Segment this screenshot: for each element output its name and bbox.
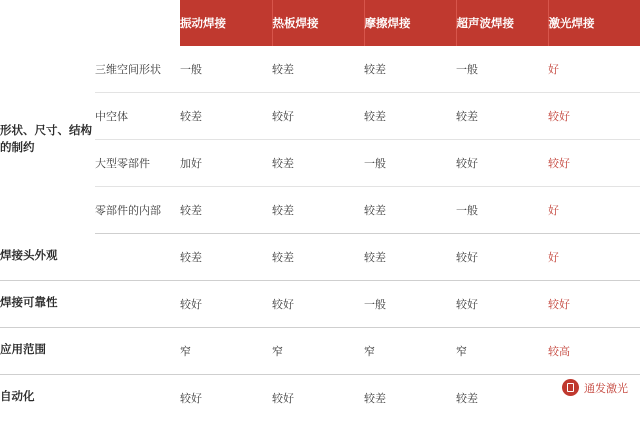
cell-hotplate: 较差 xyxy=(272,46,364,93)
table-row xyxy=(0,140,640,187)
row-sub-part-interior: 零部件的内部 xyxy=(95,187,180,234)
row-category-weld-appearance: 焊接头外观 xyxy=(0,234,180,281)
cell-hotplate: 较好 xyxy=(272,93,364,140)
table-row xyxy=(0,187,640,234)
table-row xyxy=(0,375,640,421)
table-header xyxy=(0,0,640,46)
row-sub-3d-shape: 三维空间形状 xyxy=(95,46,180,93)
cell-laser: 较好 xyxy=(548,93,640,140)
cell-vibration: 较好 xyxy=(180,281,272,328)
cell-ultrasonic: 较差 xyxy=(456,375,548,421)
row-sub-hollow-body: 中空体 xyxy=(95,93,180,140)
row-category-automation: 自动化 xyxy=(0,375,180,421)
header-cell-friction-welding: 摩擦焊接 xyxy=(364,0,456,46)
table-row xyxy=(0,281,640,328)
cell-laser: 较高 xyxy=(548,328,640,375)
watermark-label: 通发激光 xyxy=(584,380,628,396)
cell-friction: 一般 xyxy=(364,140,456,187)
cell-ultrasonic: 较好 xyxy=(456,140,548,187)
header-cell-vibration-welding: 振动焊接 xyxy=(180,0,272,46)
header-cell-laser-welding: 激光焊接 xyxy=(548,0,640,46)
cell-vibration: 较差 xyxy=(180,93,272,140)
cell-vibration: 较差 xyxy=(180,187,272,234)
cell-vibration: 加好 xyxy=(180,140,272,187)
table-row xyxy=(0,46,640,93)
cell-hotplate: 窄 xyxy=(272,328,364,375)
row-category-weld-reliability: 焊接可靠性 xyxy=(0,281,180,328)
row-category-application-range: 应用范围 xyxy=(0,328,180,375)
cell-laser: 好 xyxy=(548,46,640,93)
header-cell-hotplate-welding: 热板焊接 xyxy=(272,0,364,46)
cell-vibration: 较差 xyxy=(180,234,272,281)
cell-laser: 较好 xyxy=(548,140,640,187)
cell-friction: 较差 xyxy=(364,234,456,281)
cell-laser: 好 xyxy=(548,234,640,281)
cell-laser: 较好 xyxy=(548,281,640,328)
cell-ultrasonic: 较好 xyxy=(456,281,548,328)
table-row xyxy=(0,93,640,140)
table-body xyxy=(0,46,640,421)
cell-ultrasonic: 一般 xyxy=(456,46,548,93)
cell-ultrasonic: 窄 xyxy=(456,328,548,375)
table-row xyxy=(0,234,640,281)
row-category-shape-size-structure: 形状、尺寸、结构的制约 xyxy=(0,46,95,234)
cell-hotplate: 较差 xyxy=(272,234,364,281)
header-cell-ultrasonic-welding: 超声波焊接 xyxy=(456,0,548,46)
cell-friction: 窄 xyxy=(364,328,456,375)
cell-friction: 较差 xyxy=(364,187,456,234)
cell-friction: 一般 xyxy=(364,281,456,328)
row-sub-large-parts: 大型零部件 xyxy=(95,140,180,187)
cell-friction: 较差 xyxy=(364,93,456,140)
cell-ultrasonic: 一般 xyxy=(456,187,548,234)
watermark-badge xyxy=(558,377,632,398)
header-row xyxy=(0,0,640,46)
cell-vibration: 较好 xyxy=(180,375,272,421)
cell-laser: 好 xyxy=(548,187,640,234)
cell-hotplate: 较好 xyxy=(272,281,364,328)
cell-hotplate: 较差 xyxy=(272,140,364,187)
table-row xyxy=(0,328,640,375)
laser-logo-icon xyxy=(562,379,579,396)
header-cell-corner xyxy=(0,0,180,46)
cell-friction: 较差 xyxy=(364,375,456,421)
cell-friction: 较差 xyxy=(364,46,456,93)
cell-ultrasonic: 较差 xyxy=(456,93,548,140)
cell-hotplate: 较差 xyxy=(272,187,364,234)
cell-vibration: 窄 xyxy=(180,328,272,375)
cell-ultrasonic: 较好 xyxy=(456,234,548,281)
cell-vibration: 一般 xyxy=(180,46,272,93)
cell-hotplate: 较好 xyxy=(272,375,364,421)
